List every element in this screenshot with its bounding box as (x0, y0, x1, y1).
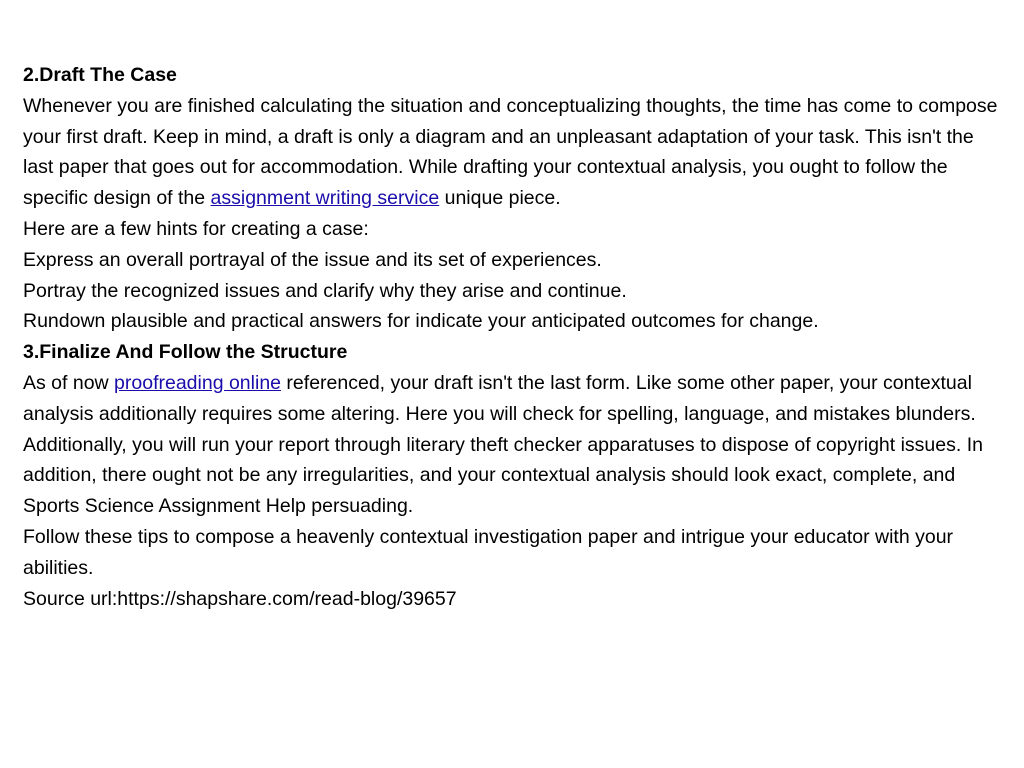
source-url: Source url:https://shapshare.com/read-blog/39657 (23, 587, 457, 610)
section-3-paragraph-1-lead: As of now (23, 371, 115, 394)
hint-item-3: Rundown plausible and practical answers for indicate your anticipated outcomes for change. (23, 310, 819, 333)
section-2-paragraph (23, 91, 1001, 214)
section-3-paragraph-3: Follow these tips to compose a heavenly contextual investigation paper and intrigue your educator with your abilities. (23, 525, 954, 579)
section-2-paragraph-text: Whenever you are finished calculating the situation and conceptualizing thoughts, the time has come to compose your first draft. Keep in mind, a draft is only a diagram and an unpleasant adaptation of your task. This isn't the last paper that goes out for accommodation. While drafting your contextual analysis, you ought to follow the specific design of the (23, 94, 998, 210)
section-3-paragraph-2: Additionally, you will run your report through literary theft checker apparatuses to dispose of copyright issues. In addition, there ought not be any irregularities, and your contextual analysis should look exact, complete, and Sports Science Assignment Help persuading. (23, 433, 983, 518)
hint-item-2: Portray the recognized issues and clarify why they arise and continue. (23, 279, 627, 302)
section-2-paragraph-tail: unique piece. (439, 187, 561, 210)
hint-item-1: Express an overall portrayal of the issue and its set of experiences. (23, 248, 602, 271)
proofreading-online-link[interactable]: proofreading online (114, 371, 282, 394)
section-3-heading: 3.Finalize And Follow the Structure (23, 341, 348, 364)
section-2-heading: 2.Draft The Case (23, 64, 177, 86)
document-body (23, 60, 1001, 614)
hints-intro: Here are a few hints for creating a case: (23, 217, 369, 240)
section-3-paragraph-1 (23, 368, 1001, 430)
section-3-paragraph-1-text: referenced, your draft isn't the last form. Like some other paper, your contextual analysis additionally requires some altering. Here you will check for spelling, language, and mistakes blunders. (23, 371, 976, 425)
assignment-writing-service-link[interactable]: assignment writing service (210, 187, 440, 210)
